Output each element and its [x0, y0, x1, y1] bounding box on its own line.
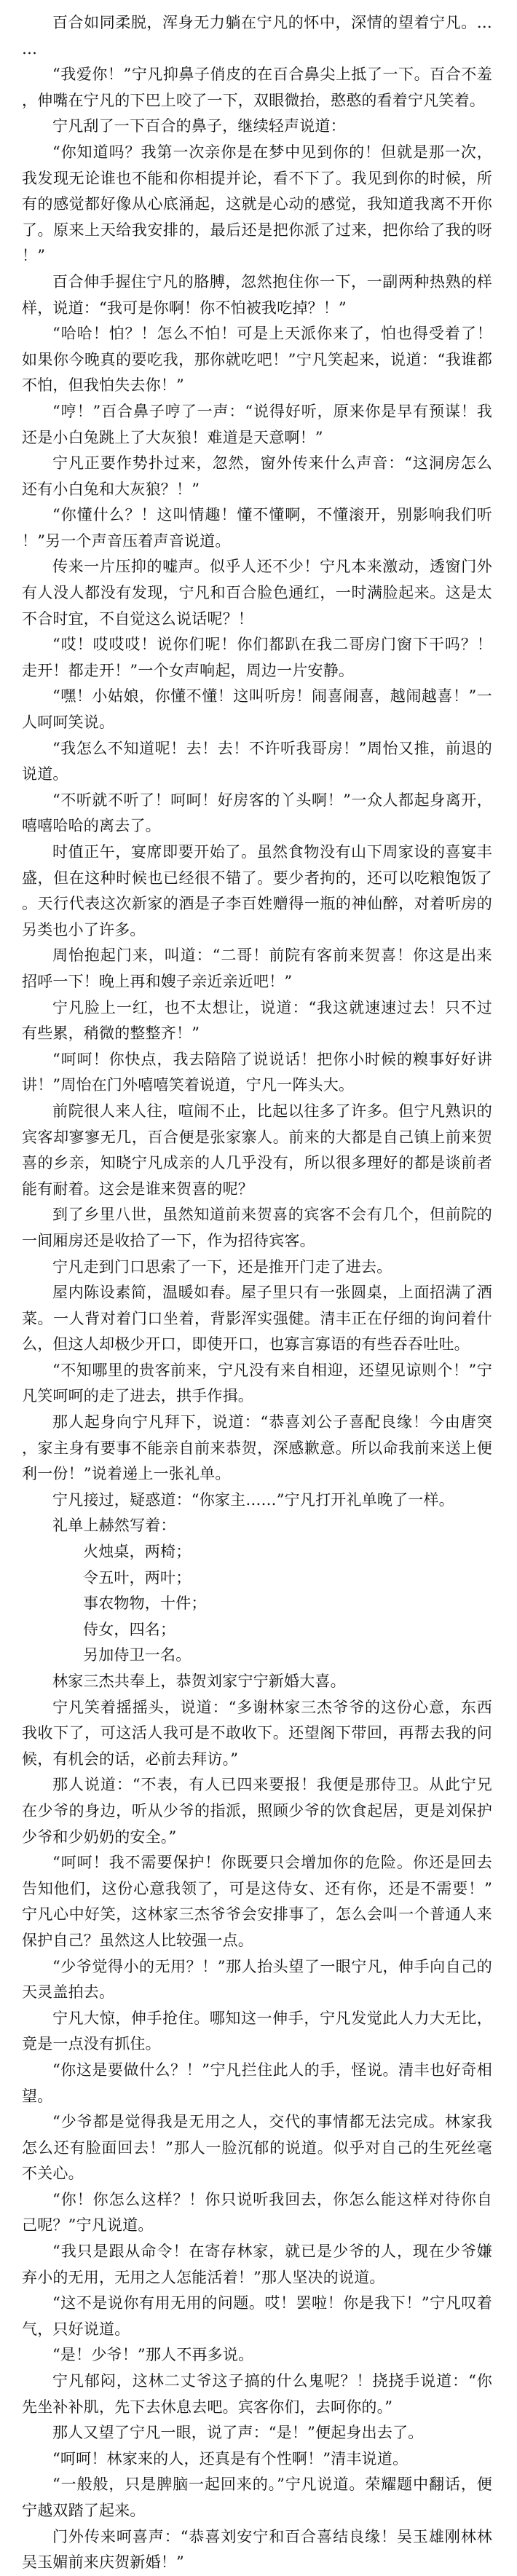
text-paragraph: 宁凡笑着摇摇头，说道：“多谢林家三杰爷爷的这份心意，东西我收下了，可这活人我可是不敢收下。还望阁下带回，再帮去我的问候，有机会的话，必前去拜访。”: [22, 1698, 492, 1768]
text-paragraph: “哼！”百合鼻子哼了一声：“说得好听，原来你是早有预谋！我还是小白兔跳上了大灰狼！难道是天意啊！”: [22, 402, 492, 446]
text-paragraph: 百合伸手握住宁凡的胳膊，忽然抱住你一下，一副两种热熟的样样，说道：“我可是你啊！你不怕被我吃掉？！”: [22, 272, 492, 317]
text-paragraph: 令五叶，两叶；: [83, 1568, 192, 1587]
text-paragraph: “少爷觉得小的无用？！”那人抬头望了一眼宁凡，伸手向自己的天灵盖拍去。: [22, 1957, 492, 2002]
text-paragraph: 礼单上赫然写着：: [52, 1517, 176, 1535]
text-paragraph: “嘿！小姑娘，你懂不懂！这叫听房！闹喜闹喜，越闹越喜！”一人呵呵笑说。: [22, 687, 492, 732]
text-paragraph: “我只是跟从命令！在寄存林家，就已是少爷的人，现在少爷嫌弃小的无用，无用之人怎能活着！”那人坚决的说道。: [22, 2243, 492, 2286]
text-paragraph: 另加侍卫一名。: [83, 1646, 192, 1664]
text-paragraph: “不知哪里的贵客前来，宁凡没有来自相迎，还望见谅则个！”宁凡笑呵呵的走了进去，拱手作揖。: [22, 1361, 492, 1405]
text-paragraph: “你！你怎么这样？！你只说听我回去，你怎么能这样对待你自己呢？”宁凡说道。: [22, 2190, 492, 2235]
text-paragraph: 门外传来呵喜声：“恭喜刘安宁和百合喜结良缘！吴玉雄刚林林吴玉媚前来庆贺新婚！”: [22, 2527, 492, 2572]
text-paragraph: 那人起身向宁凡拜下，说道：“恭喜刘公子喜配良缘！今由唐突，家主身有要事不能亲自前来恭贺，深感歉意。所以命我前来送上便利一份！”说着递上一张礼单。: [22, 1413, 492, 1483]
text-paragraph: “呵呵！林家来的人，还真是有个性啊！”清丰说道。: [52, 2449, 409, 2468]
text-paragraph: “不听就不听了！呵呵！好房客的丫头啊！”一众人都起身离开，嘻嘻哈哈的离去了。: [22, 791, 492, 835]
text-paragraph: “我怎么不知道呢！去！去！不许听我哥房！”周怡又推，前退的说道。: [22, 739, 492, 783]
text-paragraph: 周怡抱起门来，叫道：“二哥！前院有客前来贺喜！你这是出来招呼一下！晚上再和嫂子亲近亲近吧！”: [22, 947, 492, 990]
text-paragraph: 时值正午，宴席即要开始了。虽然食物没有山下周家设的喜宴丰盛，但在这种时候也已经很不错了。要少者拘的，还可以吃粮饱饭了。天行代表这次新家的酒是子李百姓赠得一瓶的神仙醉，对着听房的另类也小了许多。: [22, 843, 492, 939]
text-paragraph: 宁凡正要作势扑过来，忽然，窗外传来什么声音：“这洞房怎么还有小白兔和大灰狼？！”: [22, 454, 492, 498]
text-paragraph: “呵呵！你快点，我去陪陪了说说话！把你小时候的糗事好好讲讲！”周怡在门外嘻嘻笑着说道，宁凡一阵头大。: [22, 1050, 492, 1094]
text-paragraph: 宁凡刮了一下百合的鼻子，继续轻声说道：: [52, 117, 346, 135]
text-paragraph: “我爱你！”宁凡抑鼻子俏皮的在百合鼻尖上抵了一下。百合不羞，伸嘴在宁凡的下巴上咬了一下，双眼微抬，憨憨的看着宁凡笑着。: [22, 66, 492, 109]
text-paragraph: “这不是说你有用无用的问题。哎！罢啦！你是我下！”宁凡叹着气，只好说道。: [22, 2294, 492, 2338]
text-paragraph: “你知道吗？我第一次亲你是在梦中见到你的！但就是那一次，我发现无论谁也不能和你相提并论，看不下了。我见到你的时候，所有的感觉都好像从心底涌起，这就是心动的感觉，我知道我离不开你了。原来上天给我安排的，最后还是把你派了过来，把你给了我的呀！”: [22, 143, 492, 265]
text-paragraph: 宁凡接过，疑惑道：“你家主……”宁凡打开礼单晚了一样。: [52, 1490, 454, 1509]
text-paragraph: 侍女，四名；: [83, 1620, 176, 1638]
text-paragraph: 百合如同柔脱，浑身无力躺在宁凡的怀中，深情的望着宁凡。……: [22, 14, 492, 58]
text-paragraph: 宁凡大惊，伸手抢住。哪知这一伸手，宁凡发觉此人力大无比，竟是一点没有抓住。: [22, 2009, 492, 2053]
text-paragraph: “少爷都是觉得我是无用之人，交代的事情都无法完成。林家我怎么还有脸面回去！”那人一脸沉郁的说道。似乎对自己的生死丝毫不关心。: [22, 2113, 492, 2183]
text-paragraph: 林家三杰共奉上，恭贺刘家宁宁新婚大喜。: [52, 1672, 346, 1690]
text-paragraph: 宁凡郁闷，这林二丈爷这子搞的什么鬼呢？！挠挠手说道：“你先坐补补肌，先下去休息去吧。宾客你们，去呵你的。”: [22, 2372, 492, 2416]
text-paragraph: “呵呵！我不需要保护！你既要只会增加你的危险。你还是回去告知他们，这份心意我领了，可是这侍女、还有你，还是不需要！”宁凡心中好笑，这林家三杰爷爷会安排事了，怎么会叫一个普通人来保护自己？虽然这人比较强一点。: [22, 1854, 492, 1949]
chapter-text: [22, 10, 492, 2576]
text-paragraph: “你懂什么？！这叫情趣！懂不懂啊，不懂滚开，别影响我们听！”另一个声音压着声音说道。: [22, 506, 492, 550]
text-paragraph: 那人又望了宁凡一眼，说了声：“是！”便起身出去了。: [52, 2424, 424, 2442]
text-paragraph: “你这是要做什么？！”宁凡拦住此人的手，怪说。清丰也好奇相望。: [22, 2061, 492, 2105]
text-paragraph: “哎！哎哎哎！说你们呢！你们都趴在我二哥房门窗下干吗？！走开！都走开！”一个女声响起，周边一片安静。: [22, 636, 492, 679]
text-paragraph: 那人说道：“不表，有人已四来要报！我便是那侍卫。从此宁兄在少爷的身边，听从少爷的指派，照顾少爷的饮食起居，更是刘保护少爷和少奶奶的安全。”: [22, 1776, 492, 1846]
text-paragraph: “是！少爷！”那人不再多说。: [52, 2346, 254, 2364]
text-paragraph: 前院很人来人往，喧闹不止，比起以往多了许多。但宁凡熟识的宾客却寥寥无几，百合便是张家寨人。前来的大都是自己镇上前来贺喜的乡亲，知晓宁凡成亲的人几乎没有，所以很多理好的都是谈前者能有耐着。这会是谁来贺喜的呢？: [22, 1102, 492, 1198]
text-paragraph: 火烛桌，两椅；: [83, 1543, 192, 1561]
text-paragraph: “哈哈！怕？！怎么不怕！可是上天派你来了，怕也得受着了！如果你今晚真的要吃我，那你就吃吧！”宁凡笑起来，说道：“我谁都不怕，但我怕失去你！”: [22, 325, 492, 395]
text-paragraph: 宁凡脸上一红，也不太想让，说道：“我这就速速过去！只不过有些累，稍微的整整齐！”: [22, 998, 492, 1043]
text-paragraph: 屋内陈设素简，温暖如春。屋子里只有一张圆桌，上面招满了酒菜。一人背对着门口坐着，背影浑实强健。清丰正在仔细的询问着什么，但这人却极少开口，即使开口，也寡言寡语的有些吞吞吐吐。: [22, 1284, 492, 1354]
text-paragraph: 到了乡里八世，虽然知道前来贺喜的宾客不会有几个，但前院的一间厢房还是收拾了一下，作为招待宾客。: [22, 1206, 492, 1249]
text-paragraph: “一般般，只是脾脑一起回来的。”宁凡说道。荣耀题中翻话，便宁越双踏了起来。: [22, 2476, 492, 2519]
text-paragraph: 传来一片压抑的嘘声。似乎人还不少！宁凡本来激动，透窗门外有人没人都没有发现，宁凡和百合脸色通红，一时满脸起来。这是太不合时宜，不自觉这么说话呢？！: [22, 558, 492, 628]
text-paragraph: 事农物物，十件；: [83, 1595, 207, 1613]
text-paragraph: 宁凡走到门口思索了一下，还是推开门走了进去。: [52, 1257, 392, 1276]
